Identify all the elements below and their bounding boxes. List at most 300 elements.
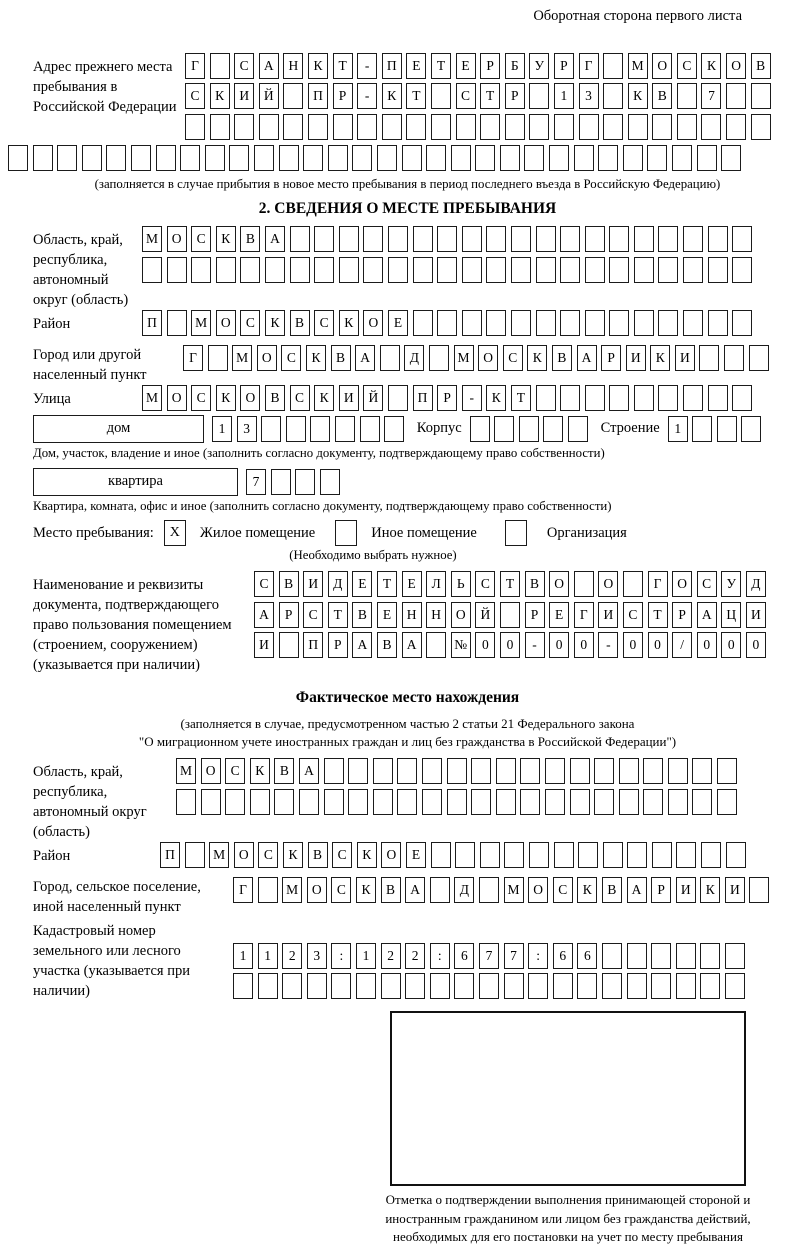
char-cell[interactable] [496,758,516,784]
char-cell[interactable]: Д [328,571,348,597]
char-cell[interactable]: - [462,385,482,411]
char-cell[interactable] [397,789,417,815]
char-cell[interactable] [668,789,688,815]
char-cell[interactable]: А [577,345,597,371]
char-cell[interactable] [381,973,401,999]
char-cell[interactable] [258,877,278,903]
char-cell[interactable] [431,83,451,109]
char-cell[interactable]: С [290,385,310,411]
char-cell[interactable] [724,345,744,371]
char-cell[interactable] [708,310,728,336]
char-cell[interactable] [623,571,643,597]
char-cell[interactable] [261,416,281,442]
char-cell[interactable]: Т [511,385,531,411]
char-cell[interactable] [185,114,205,140]
char-cell[interactable]: К [283,842,303,868]
char-cell[interactable] [574,571,594,597]
char-cell[interactable]: А [627,877,647,903]
char-cell[interactable]: В [352,602,372,628]
char-cell[interactable]: 0 [648,632,668,658]
char-cell[interactable] [363,257,383,283]
char-cell[interactable]: С [258,842,278,868]
char-cell[interactable] [683,257,703,283]
char-cell[interactable] [373,758,393,784]
char-cell[interactable]: Р [279,602,299,628]
char-cell[interactable] [683,385,703,411]
char-cell[interactable] [279,632,299,658]
char-cell[interactable] [701,114,721,140]
char-cell[interactable]: О [234,842,254,868]
char-cell[interactable] [676,943,696,969]
char-cell[interactable] [82,145,102,171]
char-cell[interactable] [628,114,648,140]
char-cell[interactable]: Т [333,53,353,79]
char-cell[interactable]: М [142,226,162,252]
char-cell[interactable] [543,416,563,442]
char-cell[interactable] [725,973,745,999]
char-cell[interactable]: К [357,842,377,868]
char-cell[interactable]: О [216,310,236,336]
char-cell[interactable] [717,758,737,784]
char-cell[interactable]: Е [402,571,422,597]
char-cell[interactable]: О [167,385,187,411]
char-cell[interactable]: О [478,345,498,371]
char-cell[interactable] [732,257,752,283]
char-cell[interactable]: С [332,842,352,868]
char-cell[interactable]: Т [480,83,500,109]
char-cell[interactable] [676,973,696,999]
char-cell[interactable]: Д [746,571,766,597]
char-cell[interactable]: Р [437,385,457,411]
char-cell[interactable] [426,632,446,658]
char-cell[interactable]: Т [431,53,451,79]
char-cell[interactable] [8,145,28,171]
char-cell[interactable]: П [382,53,402,79]
char-cell[interactable] [658,257,678,283]
char-cell[interactable]: С [503,345,523,371]
char-cell[interactable]: Р [480,53,500,79]
char-cell[interactable] [299,789,319,815]
char-cell[interactable] [609,310,629,336]
char-cell[interactable] [529,842,549,868]
char-cell[interactable] [310,416,330,442]
char-cell[interactable] [749,345,769,371]
char-cell[interactable] [250,789,270,815]
char-cell[interactable] [430,877,450,903]
char-cell[interactable]: О [167,226,187,252]
char-cell[interactable] [274,789,294,815]
char-cell[interactable] [456,114,476,140]
char-cell[interactable] [634,310,654,336]
char-cell[interactable] [500,145,520,171]
char-cell[interactable]: - [357,53,377,79]
char-cell[interactable]: В [652,83,672,109]
char-cell[interactable] [382,114,402,140]
char-cell[interactable] [462,257,482,283]
char-cell[interactable]: К [382,83,402,109]
char-cell[interactable]: 1 [233,943,253,969]
char-cell[interactable] [210,53,230,79]
char-cell[interactable]: Т [377,571,397,597]
char-cell[interactable]: Д [404,345,424,371]
char-cell[interactable]: К [356,877,376,903]
char-cell[interactable] [683,310,703,336]
char-cell[interactable] [437,226,457,252]
char-cell[interactable] [585,226,605,252]
char-cell[interactable] [619,758,639,784]
char-cell[interactable]: 7 [479,943,499,969]
char-cell[interactable] [290,257,310,283]
char-cell[interactable]: К [210,83,230,109]
char-cell[interactable]: Р [672,602,692,628]
char-cell[interactable] [216,257,236,283]
char-cell[interactable]: П [303,632,323,658]
char-cell[interactable] [486,226,506,252]
char-cell[interactable]: И [234,83,254,109]
char-cell[interactable] [307,973,327,999]
char-cell[interactable]: В [274,758,294,784]
char-cell[interactable] [602,943,622,969]
char-cell[interactable] [634,385,654,411]
char-cell[interactable] [373,789,393,815]
char-cell[interactable] [658,226,678,252]
char-cell[interactable] [578,842,598,868]
char-cell[interactable] [699,345,719,371]
char-cell[interactable] [437,257,457,283]
char-cell[interactable] [708,385,728,411]
char-cell[interactable] [384,416,404,442]
char-cell[interactable]: Р [601,345,621,371]
char-cell[interactable]: С [623,602,643,628]
char-cell[interactable] [570,758,590,784]
char-cell[interactable]: К [216,226,236,252]
char-cell[interactable]: И [725,877,745,903]
char-cell[interactable] [647,145,667,171]
char-cell[interactable] [339,226,359,252]
char-cell[interactable] [303,145,323,171]
char-cell[interactable]: А [352,632,372,658]
char-cell[interactable]: В [308,842,328,868]
char-cell[interactable] [627,943,647,969]
char-cell[interactable]: С [475,571,495,597]
char-cell[interactable] [536,385,556,411]
char-cell[interactable] [634,257,654,283]
char-cell[interactable] [732,310,752,336]
char-cell[interactable] [422,789,442,815]
char-cell[interactable]: К [339,310,359,336]
char-cell[interactable] [496,789,516,815]
char-cell[interactable] [494,416,514,442]
char-cell[interactable] [254,145,274,171]
char-cell[interactable] [210,114,230,140]
char-cell[interactable]: У [529,53,549,79]
inoe-checkbox[interactable] [335,520,357,546]
char-cell[interactable] [475,145,495,171]
char-cell[interactable] [271,469,291,495]
char-cell[interactable]: Е [456,53,476,79]
char-cell[interactable]: О [257,345,277,371]
char-cell[interactable] [545,758,565,784]
char-cell[interactable] [156,145,176,171]
char-cell[interactable]: О [652,53,672,79]
char-cell[interactable]: О [201,758,221,784]
char-cell[interactable] [402,145,422,171]
char-cell[interactable]: 1 [668,416,688,442]
char-cell[interactable] [406,114,426,140]
char-cell[interactable] [324,789,344,815]
char-cell[interactable]: О [598,571,618,597]
char-cell[interactable] [176,789,196,815]
char-cell[interactable] [536,226,556,252]
char-cell[interactable]: - [598,632,618,658]
char-cell[interactable] [528,973,548,999]
char-cell[interactable] [258,973,278,999]
char-cell[interactable] [333,114,353,140]
char-cell[interactable] [451,145,471,171]
char-cell[interactable] [529,83,549,109]
char-cell[interactable]: 1 [212,416,232,442]
char-cell[interactable] [554,114,574,140]
char-cell[interactable] [437,310,457,336]
char-cell[interactable] [574,145,594,171]
char-cell[interactable] [511,310,531,336]
char-cell[interactable] [431,842,451,868]
char-cell[interactable]: В [602,877,622,903]
char-cell[interactable]: 7 [246,469,266,495]
char-cell[interactable] [208,345,228,371]
char-cell[interactable]: П [142,310,162,336]
char-cell[interactable]: 3 [307,943,327,969]
char-cell[interactable] [201,789,221,815]
char-cell[interactable] [651,973,671,999]
char-cell[interactable]: А [405,877,425,903]
char-cell[interactable]: И [676,877,696,903]
char-cell[interactable]: К [250,758,270,784]
char-cell[interactable] [454,973,474,999]
char-cell[interactable] [308,114,328,140]
char-cell[interactable] [462,310,482,336]
char-cell[interactable]: Р [333,83,353,109]
char-cell[interactable]: Ц [721,602,741,628]
char-cell[interactable] [413,257,433,283]
char-cell[interactable]: К [308,53,328,79]
char-cell[interactable]: - [525,632,545,658]
char-cell[interactable]: К [265,310,285,336]
char-cell[interactable] [652,114,672,140]
char-cell[interactable]: Й [259,83,279,109]
char-cell[interactable] [658,310,678,336]
char-cell[interactable]: И [303,571,323,597]
char-cell[interactable] [627,842,647,868]
char-cell[interactable]: Р [505,83,525,109]
char-cell[interactable]: С [191,385,211,411]
char-cell[interactable] [549,145,569,171]
char-cell[interactable]: Е [352,571,372,597]
char-cell[interactable]: : [331,943,351,969]
char-cell[interactable] [470,416,490,442]
char-cell[interactable]: М [282,877,302,903]
char-cell[interactable] [131,145,151,171]
char-cell[interactable]: С [697,571,717,597]
char-cell[interactable] [191,257,211,283]
char-cell[interactable]: И [339,385,359,411]
char-cell[interactable]: В [552,345,572,371]
char-cell[interactable]: К [314,385,334,411]
organizaciya-checkbox[interactable] [505,520,527,546]
char-cell[interactable]: И [598,602,618,628]
char-cell[interactable] [397,758,417,784]
char-cell[interactable] [167,257,187,283]
char-cell[interactable]: А [265,226,285,252]
char-cell[interactable]: Н [426,602,446,628]
char-cell[interactable]: О [549,571,569,597]
char-cell[interactable] [603,114,623,140]
char-cell[interactable]: 2 [381,943,401,969]
char-cell[interactable] [708,257,728,283]
char-cell[interactable] [324,758,344,784]
char-cell[interactable] [536,257,556,283]
char-cell[interactable]: А [697,602,717,628]
char-cell[interactable] [634,226,654,252]
char-cell[interactable]: А [299,758,319,784]
char-cell[interactable]: В [331,345,351,371]
char-cell[interactable] [658,385,678,411]
char-cell[interactable] [504,973,524,999]
char-cell[interactable]: Й [363,385,383,411]
char-cell[interactable] [320,469,340,495]
char-cell[interactable] [205,145,225,171]
char-cell[interactable] [560,385,580,411]
char-cell[interactable]: К [650,345,670,371]
char-cell[interactable]: 0 [697,632,717,658]
char-cell[interactable] [524,145,544,171]
char-cell[interactable]: Р [554,53,574,79]
char-cell[interactable] [430,973,450,999]
char-cell[interactable] [519,416,539,442]
char-cell[interactable]: Т [406,83,426,109]
char-cell[interactable]: К [527,345,547,371]
char-cell[interactable] [339,257,359,283]
char-cell[interactable] [609,385,629,411]
char-cell[interactable] [677,83,697,109]
char-cell[interactable] [701,842,721,868]
char-cell[interactable] [314,257,334,283]
char-cell[interactable] [486,310,506,336]
char-cell[interactable]: С [553,877,573,903]
char-cell[interactable]: С [456,83,476,109]
char-cell[interactable] [677,114,697,140]
char-cell[interactable] [749,877,769,903]
char-cell[interactable]: Т [648,602,668,628]
char-cell[interactable] [357,114,377,140]
char-cell[interactable] [504,842,524,868]
char-cell[interactable] [486,257,506,283]
char-cell[interactable] [33,145,53,171]
char-cell[interactable]: 0 [574,632,594,658]
char-cell[interactable] [462,226,482,252]
char-cell[interactable] [500,602,520,628]
char-cell[interactable] [185,842,205,868]
char-cell[interactable] [560,257,580,283]
char-cell[interactable] [480,114,500,140]
char-cell[interactable]: Г [648,571,668,597]
char-cell[interactable]: К [306,345,326,371]
char-cell[interactable]: Е [406,53,426,79]
char-cell[interactable]: В [265,385,285,411]
char-cell[interactable] [717,789,737,815]
char-cell[interactable] [388,385,408,411]
char-cell[interactable]: К [701,53,721,79]
char-cell[interactable] [708,226,728,252]
char-cell[interactable] [697,145,717,171]
char-cell[interactable]: Н [402,602,422,628]
char-cell[interactable] [380,345,400,371]
char-cell[interactable]: Т [500,571,520,597]
char-cell[interactable] [732,226,752,252]
char-cell[interactable]: Г [579,53,599,79]
char-cell[interactable] [577,973,597,999]
char-cell[interactable]: Г [233,877,253,903]
char-cell[interactable]: 0 [500,632,520,658]
char-cell[interactable] [180,145,200,171]
char-cell[interactable]: В [240,226,260,252]
char-cell[interactable] [520,758,540,784]
char-cell[interactable]: : [430,943,450,969]
char-cell[interactable] [331,973,351,999]
char-cell[interactable]: О [672,571,692,597]
char-cell[interactable]: О [240,385,260,411]
char-cell[interactable]: 0 [549,632,569,658]
char-cell[interactable] [225,789,245,815]
char-cell[interactable]: Т [328,602,348,628]
char-cell[interactable] [471,789,491,815]
char-cell[interactable] [57,145,77,171]
char-cell[interactable] [668,758,688,784]
char-cell[interactable] [721,145,741,171]
char-cell[interactable] [536,310,556,336]
char-cell[interactable]: Р [328,632,348,658]
char-cell[interactable] [609,226,629,252]
char-cell[interactable] [545,789,565,815]
char-cell[interactable] [560,310,580,336]
char-cell[interactable] [511,226,531,252]
char-cell[interactable]: С [234,53,254,79]
char-cell[interactable] [505,114,525,140]
char-cell[interactable] [726,842,746,868]
char-cell[interactable]: П [308,83,328,109]
char-cell[interactable] [717,416,737,442]
char-cell[interactable] [568,416,588,442]
char-cell[interactable] [259,114,279,140]
char-cell[interactable] [229,145,249,171]
char-cell[interactable] [603,842,623,868]
char-cell[interactable] [335,416,355,442]
char-cell[interactable]: 0 [623,632,643,658]
char-cell[interactable]: П [413,385,433,411]
char-cell[interactable] [603,83,623,109]
char-cell[interactable] [479,877,499,903]
char-cell[interactable]: С [303,602,323,628]
char-cell[interactable]: 6 [553,943,573,969]
char-cell[interactable] [363,226,383,252]
char-cell[interactable]: 3 [579,83,599,109]
char-cell[interactable]: К [700,877,720,903]
char-cell[interactable]: В [525,571,545,597]
char-cell[interactable] [676,842,696,868]
char-cell[interactable] [700,973,720,999]
char-cell[interactable] [234,114,254,140]
char-cell[interactable] [520,789,540,815]
